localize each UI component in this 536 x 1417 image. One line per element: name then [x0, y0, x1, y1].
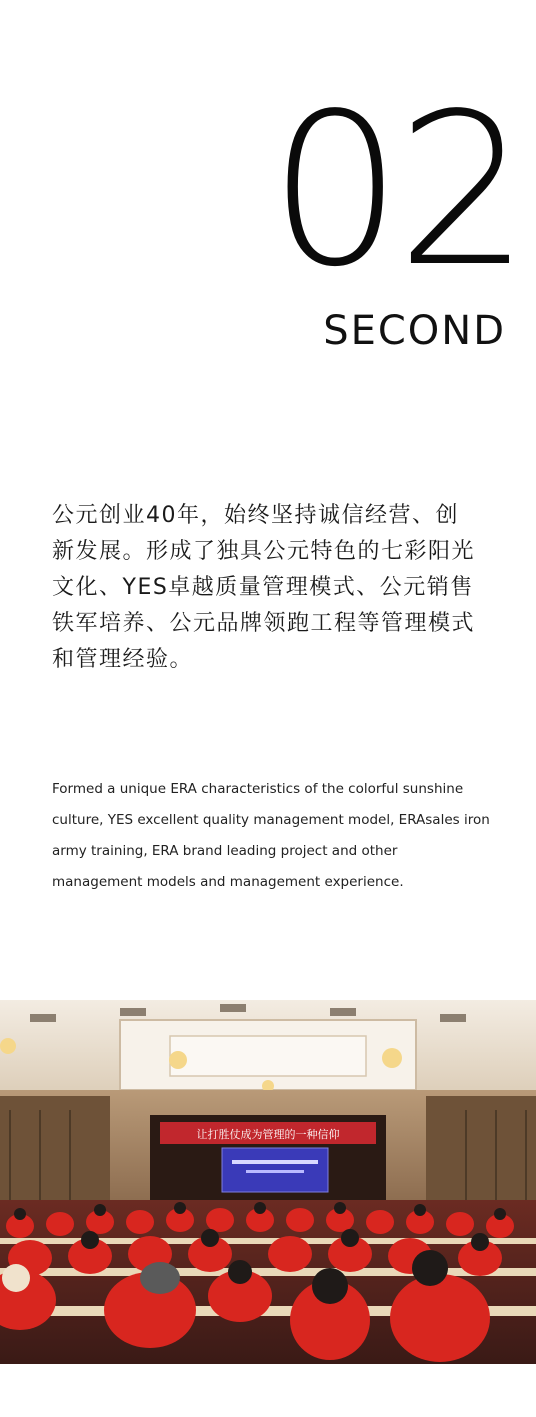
chinese-paragraph: 公元创业40年，始终坚持诚信经营、创新发展。形成了独具公元特色的七彩阳光文化、YES卓越质量管理模式、公元销售铁军培养、公元品牌领跑工程等管理模式和管理经验。 — [52, 503, 476, 672]
english-paragraph: Formed a unique ERA characteristics of the colorful sunshine culture, YES excellent quality management model, ERAsales iron army training, ERA brand leading project and other management models and management experience. — [52, 781, 490, 890]
section-number: 02 — [268, 68, 524, 313]
stage-banner-text: 让打胜仗成为管理的一种信仰 — [196, 1128, 340, 1141]
section-word: SECOND — [323, 308, 506, 354]
conference-photo — [0, 1000, 536, 1364]
